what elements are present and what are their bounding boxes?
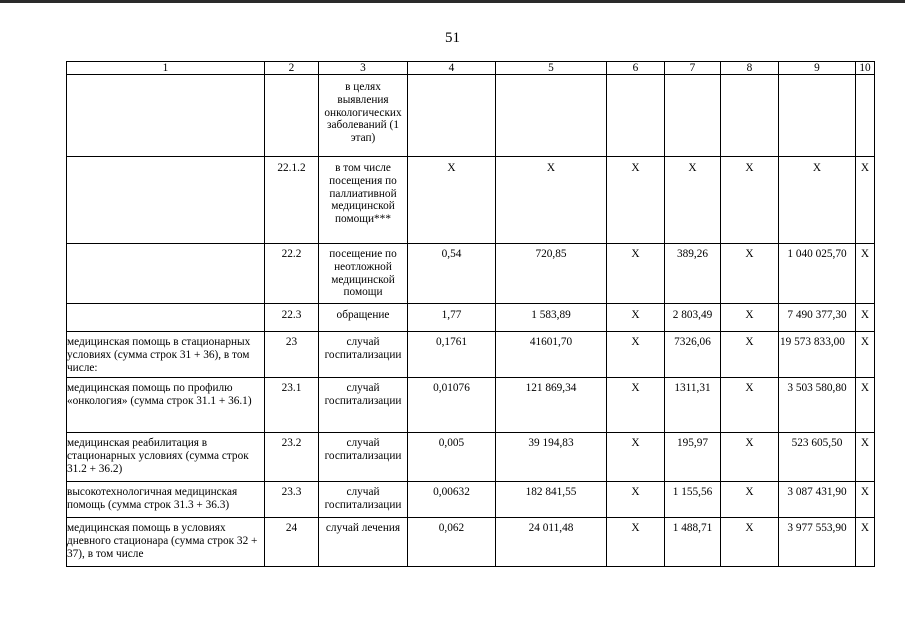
value-cell: X	[856, 433, 875, 482]
value-cell	[607, 75, 665, 157]
indicator-cell: медицинская помощь в условиях дневного стационара (сумма строк 32 + 37), в том числе	[67, 518, 265, 567]
value-cell: 1,77	[408, 304, 496, 332]
header-cell: 5	[496, 62, 607, 75]
value-cell: 19 573 833,00	[779, 332, 856, 378]
scan-edge-line	[0, 0, 905, 3]
unit-cell: обращение	[319, 304, 408, 332]
value-cell: X	[607, 157, 665, 244]
indicator-cell: медицинская реабилитация в стационарных условиях (сумма строк 31.2 + 36.2)	[67, 433, 265, 482]
indicator-cell	[67, 157, 265, 244]
value-cell: 3 087 431,90	[779, 482, 856, 518]
header-cell: 6	[607, 62, 665, 75]
table-row	[67, 518, 875, 567]
page-number: 51	[445, 30, 460, 46]
value-cell: X	[721, 378, 779, 433]
table-row	[67, 332, 875, 378]
value-cell: 1 155,56	[665, 482, 721, 518]
value-cell: 0,062	[408, 518, 496, 567]
value-cell: 1 040 025,70	[779, 244, 856, 304]
value-cell: 7 490 377,30	[779, 304, 856, 332]
unit-cell: случай госпитализации	[319, 433, 408, 482]
value-cell: X	[721, 332, 779, 378]
header-cell: 7	[665, 62, 721, 75]
value-cell: 24 011,48	[496, 518, 607, 567]
value-cell: X	[856, 482, 875, 518]
value-cell: X	[721, 304, 779, 332]
value-cell: X	[607, 433, 665, 482]
value-cell: X	[607, 518, 665, 567]
unit-cell: случай госпитализации	[319, 332, 408, 378]
value-cell: X	[721, 482, 779, 518]
row-number-cell: 22.3	[265, 304, 319, 332]
unit-cell: в целях выявления онкологических заболеваний (1 этап)	[319, 75, 408, 157]
value-cell: 0,1761	[408, 332, 496, 378]
row-number-cell: 23.3	[265, 482, 319, 518]
value-cell: 41601,70	[496, 332, 607, 378]
value-cell: X	[408, 157, 496, 244]
value-cell: 182 841,55	[496, 482, 607, 518]
value-cell: X	[721, 518, 779, 567]
table-row	[67, 75, 875, 157]
row-number-cell: 22.1.2	[265, 157, 319, 244]
value-cell: 0,00632	[408, 482, 496, 518]
value-cell	[779, 75, 856, 157]
indicator-cell	[67, 304, 265, 332]
table-row	[67, 157, 875, 244]
row-number-cell: 23.1	[265, 378, 319, 433]
table-row	[67, 433, 875, 482]
value-cell: X	[856, 332, 875, 378]
unit-cell: случай госпитализации	[319, 482, 408, 518]
value-cell: 1 488,71	[665, 518, 721, 567]
value-cell: 720,85	[496, 244, 607, 304]
value-cell: X	[496, 157, 607, 244]
header-cell: 8	[721, 62, 779, 75]
value-cell	[856, 75, 875, 157]
header-cell: 10	[856, 62, 875, 75]
value-cell: 523 605,50	[779, 433, 856, 482]
indicator-cell	[67, 244, 265, 304]
row-number-cell: 24	[265, 518, 319, 567]
value-cell: 195,97	[665, 433, 721, 482]
value-cell: X	[721, 157, 779, 244]
value-cell: X	[856, 304, 875, 332]
value-cell: X	[665, 157, 721, 244]
value-cell: X	[856, 378, 875, 433]
value-cell: 121 869,34	[496, 378, 607, 433]
value-cell: X	[607, 482, 665, 518]
table-row	[67, 378, 875, 433]
header-cell: 2	[265, 62, 319, 75]
value-cell: X	[607, 304, 665, 332]
value-cell: X	[856, 157, 875, 244]
header-cell: 4	[408, 62, 496, 75]
value-cell: X	[779, 157, 856, 244]
value-cell	[665, 75, 721, 157]
unit-cell: случай госпитализации	[319, 378, 408, 433]
row-number-cell: 22.2	[265, 244, 319, 304]
header-cell: 3	[319, 62, 408, 75]
row-number-cell: 23.2	[265, 433, 319, 482]
table-row	[67, 304, 875, 332]
value-cell: X	[607, 378, 665, 433]
value-cell	[721, 75, 779, 157]
value-cell: X	[721, 244, 779, 304]
value-cell: 3 503 580,80	[779, 378, 856, 433]
value-cell: 0,54	[408, 244, 496, 304]
value-cell	[408, 75, 496, 157]
value-cell: 1 583,89	[496, 304, 607, 332]
header-cell: 9	[779, 62, 856, 75]
value-cell: 39 194,83	[496, 433, 607, 482]
value-cell: X	[856, 244, 875, 304]
table-row	[67, 244, 875, 304]
value-cell: X	[607, 244, 665, 304]
table-header-row	[67, 62, 875, 75]
value-cell: 3 977 553,90	[779, 518, 856, 567]
unit-cell: в том числе посещения по паллиативной медицинской помощи***	[319, 157, 408, 244]
table-row	[67, 482, 875, 518]
header-cell: 1	[67, 62, 265, 75]
value-cell: 389,26	[665, 244, 721, 304]
value-cell: 1311,31	[665, 378, 721, 433]
indicator-cell: медицинская помощь по профилю «онкология» (сумма строк 31.1 + 36.1)	[67, 378, 265, 433]
indicator-cell: высокотехнологичная медицинская помощь (сумма строк 31.3 + 36.3)	[67, 482, 265, 518]
value-cell: X	[721, 433, 779, 482]
value-cell: X	[856, 518, 875, 567]
unit-cell: посещение по неотложной медицинской помощи	[319, 244, 408, 304]
value-cell	[496, 75, 607, 157]
indicator-cell	[67, 75, 265, 157]
value-cell: 0,01076	[408, 378, 496, 433]
row-number-cell	[265, 75, 319, 157]
indicator-cell: медицинская помощь в стационарных условиях (сумма строк 31 + 36), в том числе:	[67, 332, 265, 378]
value-cell: 0,005	[408, 433, 496, 482]
value-cell: 2 803,49	[665, 304, 721, 332]
unit-cell: случай лечения	[319, 518, 408, 567]
row-number-cell: 23	[265, 332, 319, 378]
value-cell: 7326,06	[665, 332, 721, 378]
value-cell: X	[607, 332, 665, 378]
data-table	[66, 61, 875, 567]
